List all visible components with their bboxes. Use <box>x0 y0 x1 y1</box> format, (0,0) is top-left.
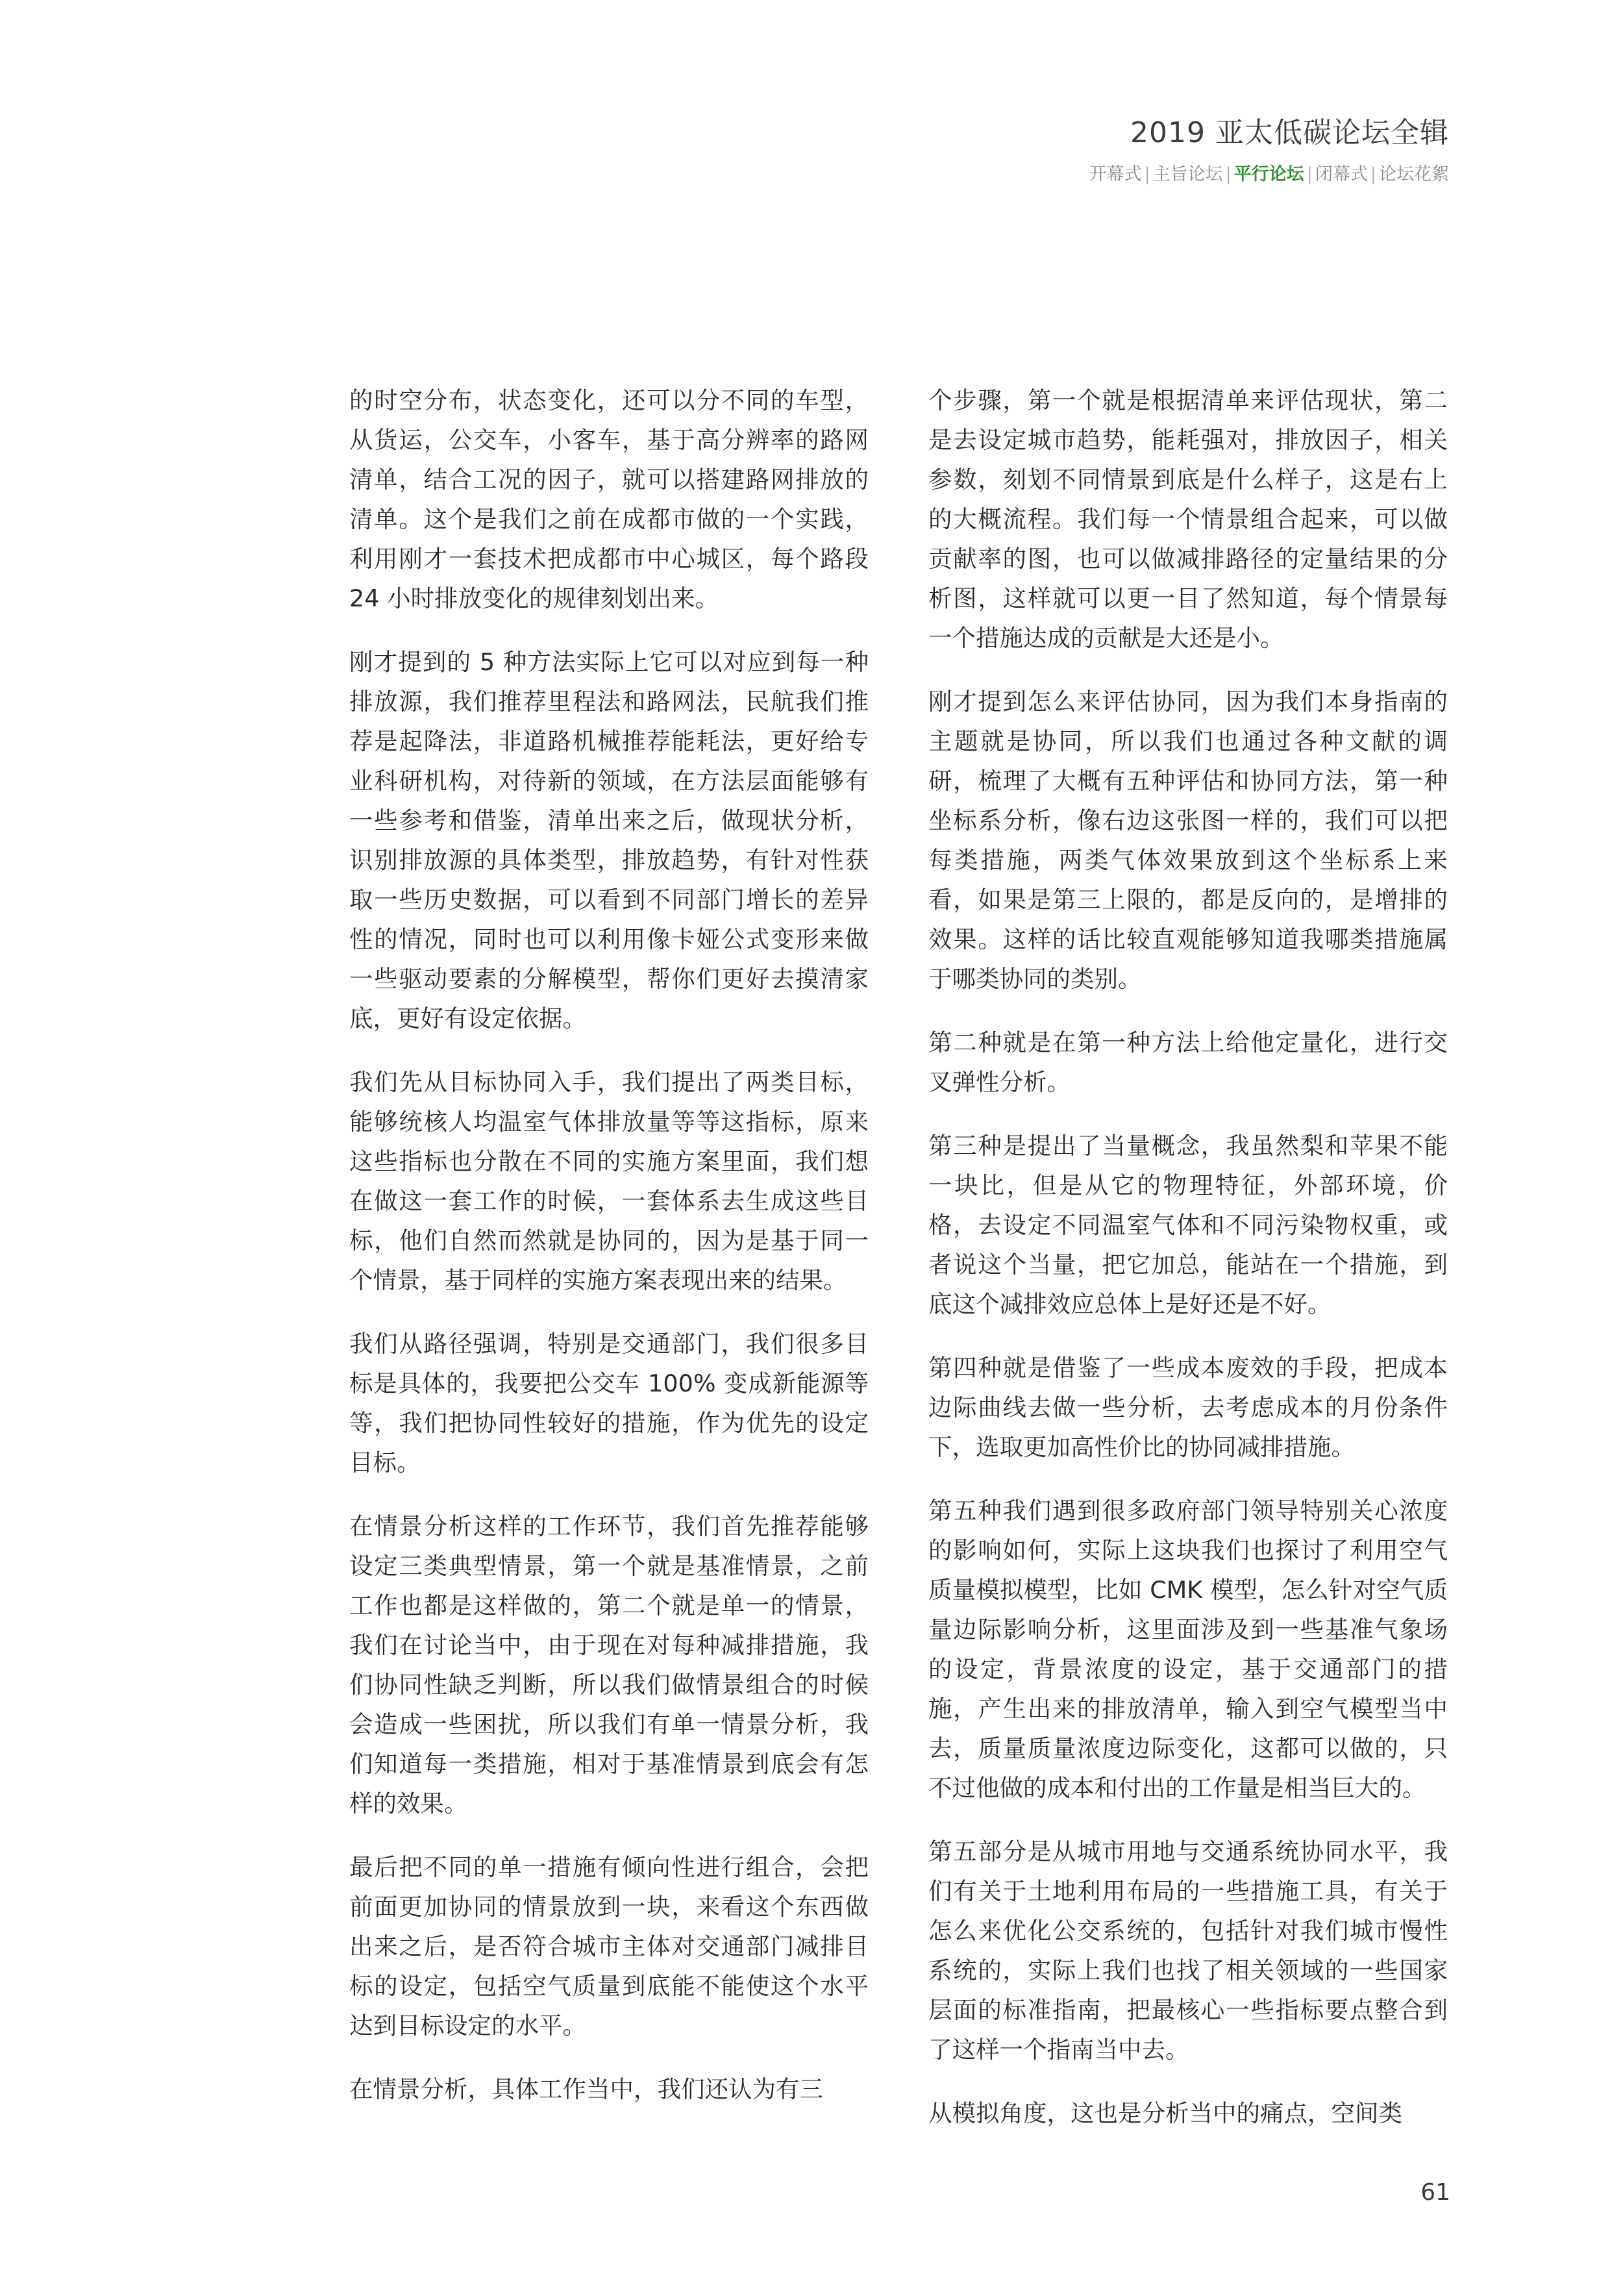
paragraph: 第四种就是借鉴了一些成本废效的手段，把成本边际曲线去做一些分析，去考虑成本的月份条件下，选取更加高性价比的协同减排措施。 <box>928 1354 1448 1461</box>
paragraph: 第五部分是从城市用地与交通系统协同水平，我们有关于土地利用布局的一些措施工具，有关于怎么来优化公交系统的，包括针对我们城市慢性系统的，实际上我们也找了相关领域的一些国家层面的标准指南，把最核心一些指标要点整合到了这样一个指南当中去。 <box>928 1838 1448 2064</box>
nav-separator: | <box>1144 164 1150 184</box>
left-text-column <box>349 381 869 2133</box>
page-number: 61 <box>1420 2179 1450 2206</box>
paragraph: 刚才提到的 5 种方法实际上它可以对应到每一种排放源，我们推荐里程法和路网法，民航我们推荐是起降法，非道路机械推荐能耗法，更好给专业科研机构，对待新的领域，在方法层面能够有一些参考和借鉴，清单出来之后，做现状分析，识别排放源的具体类型，排放趋势，有针对性获取一些历史数据，可以看到不同部门增长的差异性的情况，同时也可以利用像卡娅公式变形来做一些驱动要素的分解模型，帮你们更好去摸清家底，更好有设定依据。 <box>349 648 869 1032</box>
right-text-column <box>928 381 1448 2157</box>
paragraph: 第五种我们遇到很多政府部门领导特别关心浓度的影响如何，实际上这块我们也探讨了利用空气质量模拟模型，比如 CMK 模型，怎么针对空气质量边际影响分析，这里面涉及到一些基准气象场的设定，背景浓度的设定，基于交通部门的措施，产生出来的排放清单，输入到空气模型当中去，质量质量浓度边际变化，这都可以做的，只不过他做的成本和付出的工作量是相当巨大的。 <box>928 1497 1448 1802</box>
paragraph: 在情景分析，具体工作当中，我们还认为有三 <box>349 2075 823 2103</box>
section-nav <box>1089 160 1449 185</box>
nav-item-opening[interactable]: 开幕式 <box>1089 164 1142 184</box>
paragraph: 我们从路径强调，特别是交通部门，我们很多目标是具体的，我要把公交车 100% 变成新能源等等，我们把协同性较好的措施，作为优先的设定目标。 <box>349 1330 869 1477</box>
paragraph: 的时空分布，状态变化，还可以分不同的车型，从货运，公交车，小客车，基于高分辨率的路网清单，结合工况的因子，就可以搭建路网排放的清单。这个是我们之前在成都市做的一个实践，利用刚才一套技术把成都市中心城区，每个路段 24 小时排放变化的规律刻划出来。 <box>349 386 869 612</box>
nav-separator: | <box>1370 164 1376 184</box>
nav-item-highlights[interactable]: 论坛花絮 <box>1379 164 1449 184</box>
nav-item-closing[interactable]: 闭幕式 <box>1315 164 1368 184</box>
paragraph: 最后把不同的单一措施有倾向性进行组合，会把前面更加协同的情景放到一块，来看这个东西做出来之后，是否符合城市主体对交通部门减排目标的设定，包括空气质量到底能不能使这个水平达到目标设定的水平。 <box>349 1853 869 2040</box>
paragraph: 第三种是提出了当量概念，我虽然梨和苹果不能一块比，但是从它的物理特征，外部环境，价格，去设定不同温室气体和不同污染物权重，或者说这个当量，把它加总，能站在一个措施，到底这个减排效应总体上是好还是不好。 <box>928 1132 1448 1318</box>
paragraph: 个步骤，第一个就是根据清单来评估现状，第二是去设定城市趋势，能耗强对，排放因子，相关参数，刻划不同情景到底是什么样子，这是右上的大概流程。我们每一个情景组合起来，可以做贡献率的图，也可以做减排路径的定量结果的分析图，这样就可以更一目了然知道，每个情景每一个措施达成的贡献是大还是小。 <box>928 386 1448 652</box>
publication-title: 2019 亚太低碳论坛全辑 <box>1130 116 1449 149</box>
paragraph: 从模拟角度，这也是分析当中的痛点，空间类 <box>928 2099 1402 2127</box>
paragraph: 刚才提到怎么来评估协同，因为我们本身指南的主题就是协同，所以我们也通过各种文献的调研，梳理了大概有五种评估和协同方法，第一种坐标系分析，像右边这张图一样的，我们可以把每类措施，两类气体效果放到这个坐标系上来看，如果是第三上限的，都是反向的，是增排的效果。这样的话比较直观能够知道我哪类措施属于哪类协同的类别。 <box>928 688 1448 993</box>
nav-separator: | <box>1225 164 1232 184</box>
nav-item-parallel-forum[interactable]: 平行论坛 <box>1233 164 1304 184</box>
paragraph: 在情景分析这样的工作环节，我们首先推荐能够设定三类典型情景，第一个就是基准情景，之前工作也都是这样做的，第二个就是单一的情景，我们在讨论当中，由于现在对每种减排措施，我们协同性缺乏判断，所以我们做情景组合的时候会造成一些困扰，所以我们有单一情景分析，我们知道每一类措施，相对于基准情景到底会有怎样的效果。 <box>349 1512 869 1817</box>
nav-item-keynote[interactable]: 主旨论坛 <box>1152 164 1223 184</box>
paragraph: 我们先从目标协同入手，我们提出了两类目标，能够统核人均温室气体排放量等等这指标，原来这些指标也分散在不同的实施方案里面，我们想在做这一套工作的时候，一套体系去生成这些目标，他们自然而然就是协同的，因为是基于同一个情景，基于同样的实施方案表现出来的结果。 <box>349 1068 869 1294</box>
nav-separator: | <box>1306 164 1313 184</box>
paragraph: 第二种就是在第一种方法上给他定量化，进行交叉弹性分析。 <box>928 1029 1448 1096</box>
